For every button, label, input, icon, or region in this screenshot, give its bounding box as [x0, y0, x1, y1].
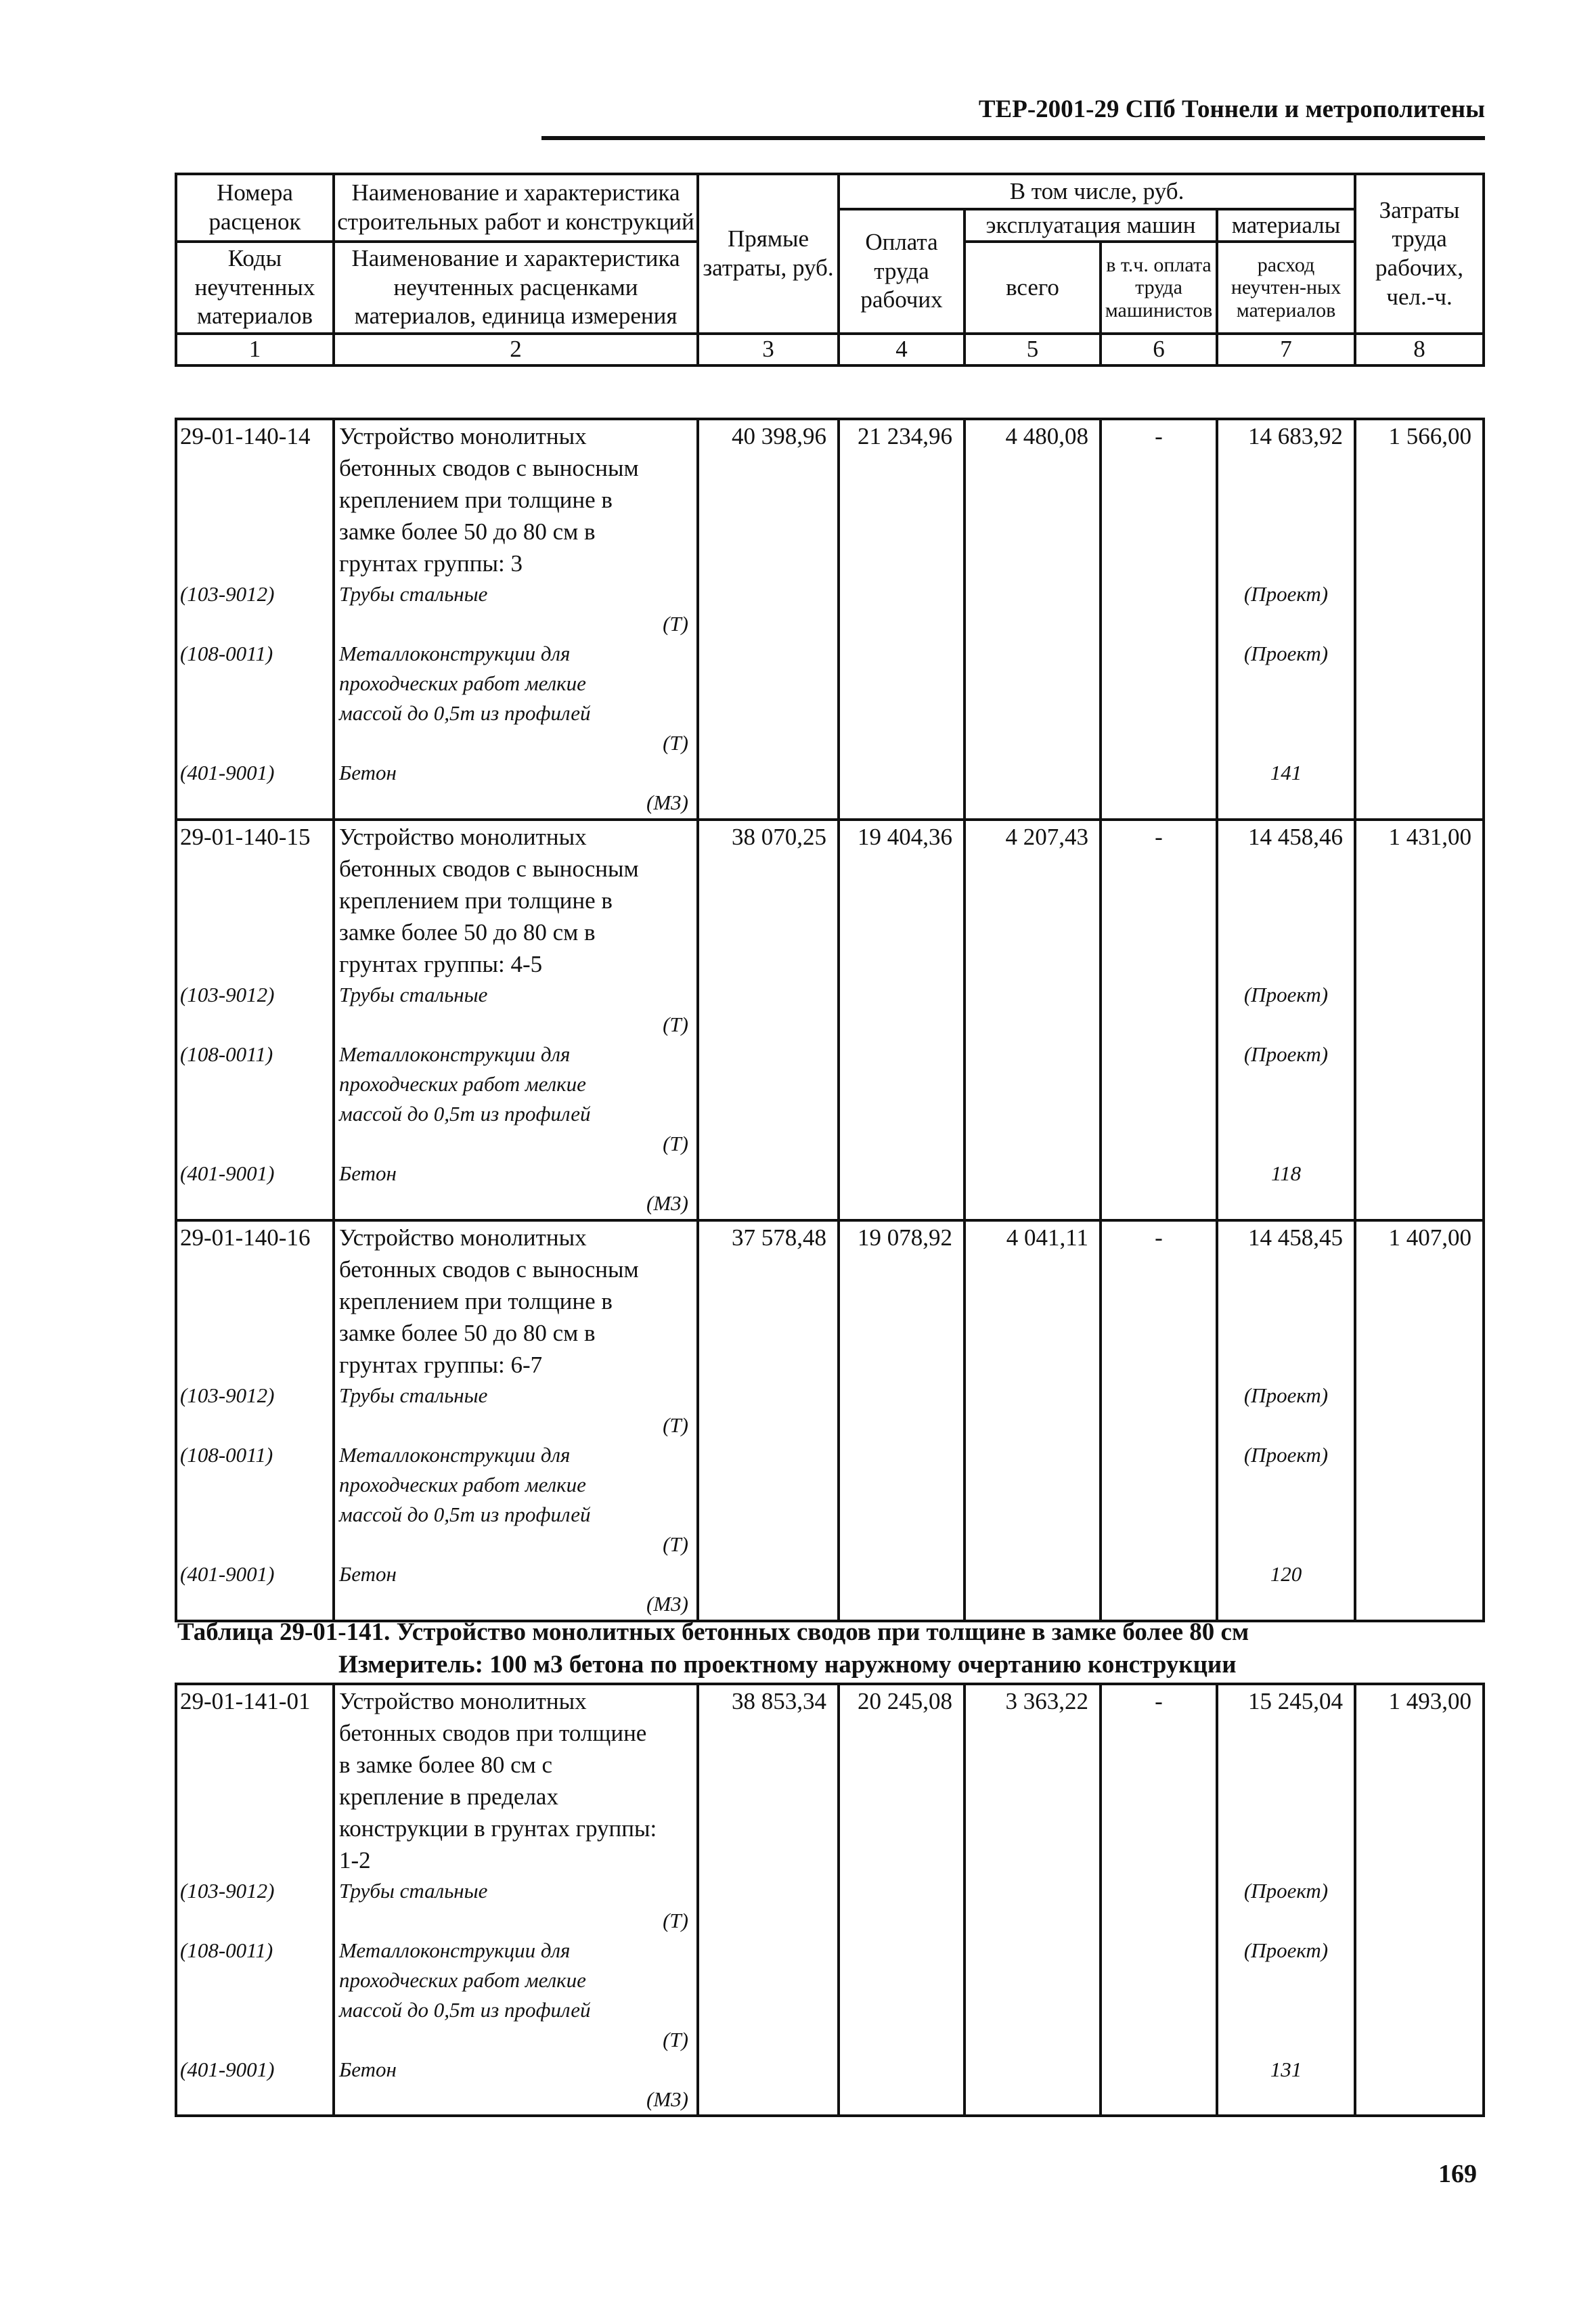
table-row: [176, 1684, 1484, 2116]
col-number: 3: [698, 334, 839, 365]
labor-pay: 19 078,92: [839, 1220, 965, 1621]
machines-total: 4 480,08: [965, 419, 1101, 820]
machinists-pay: -: [1101, 419, 1217, 820]
machines-total: 4 041,11: [965, 1220, 1101, 1621]
table-row: [176, 419, 1484, 820]
machinists-pay: -: [1101, 1684, 1217, 2116]
materials-cell: 14 458,45 (Проект) (Проект) 120: [1217, 1220, 1355, 1621]
machines-total: 4 207,43: [965, 820, 1101, 1220]
codes-cell: 29-01-140-16 (103-9012) (108-0011) (401-9001): [176, 1220, 334, 1621]
col-including: В том числе, руб.: [839, 174, 1355, 209]
direct-cost: 38 853,34: [698, 1684, 839, 2116]
direct-cost: 38 070,25: [698, 820, 839, 1220]
names-cell: Устройство монолитных бетонных сводов при толщине в замке более 80 см с крепление в пределах конструкции в грунтах группы: 1-2 Трубы стальные (Т) Металлоконструкции для проходческих работ мелкие массой до 0,5т из профилей (Т) Бетон (М3): [334, 1684, 698, 2116]
names-cell: Устройство монолитных бетонных сводов с выносным креплением при толщине в замке более 50 до 80 см в грунтах группы: 4-5 Трубы стальные (Т) Металлоконструкции для проходческих работ мелкие массой до 0,5т из профилей (Т) Бетон (М3): [334, 820, 698, 1220]
table-caption: Таблица 29-01-141. Устройство монолитных бетонных сводов при толщине в замке более 80 см: [177, 1618, 1249, 1646]
codes-cell: 29-01-141-01 (103-9012) (108-0011) (401-9001): [176, 1684, 334, 2116]
labor-hours: 1 431,00: [1355, 820, 1484, 1220]
col-machines: эксплуатация машин: [965, 209, 1217, 242]
codes-cell: 29-01-140-15 (103-9012) (108-0011) (401-9001): [176, 820, 334, 1220]
materials-cell: 15 245,04 (Проект) (Проект) 131: [1217, 1684, 1355, 2116]
names-cell: Устройство монолитных бетонных сводов с выносным креплением при толщине в замке более 50 до 80 см в грунтах группы: 3 Трубы стальные (Т) Металлоконструкции для проходческих работ мелкие массой до 0,5т из профилей (Т) Бетон (М3): [334, 419, 698, 820]
rate-code: 29-01-140-16: [180, 1224, 311, 1251]
rate-code: 29-01-140-14: [180, 423, 311, 449]
rates-table-141: [175, 1683, 1485, 2117]
table-row: [176, 820, 1484, 1220]
machines-total: 3 363,22: [965, 1684, 1101, 2116]
direct-cost: 37 578,48: [698, 1220, 839, 1621]
col-number: 1: [176, 334, 334, 365]
direct-cost: 40 398,96: [698, 419, 839, 820]
col-codes-top: Номера расценок: [176, 174, 334, 242]
machinists-pay: -: [1101, 1220, 1217, 1621]
col-materials: материалы: [1217, 209, 1355, 242]
names-cell: Устройство монолитных бетонных сводов с выносным креплением при толщине в замке более 50 до 80 см в грунтах группы: 6-7 Трубы стальные (Т) Металлоконструкции для проходческих работ мелкие массой до 0,5т из профилей (Т) Бетон (М3): [334, 1220, 698, 1621]
col-labor-pay: Оплата труда рабочих: [839, 209, 965, 334]
col-codes-bottom: Коды неучтенных материалов: [176, 242, 334, 334]
col-name-bottom: Наименование и характеристика неучтенных расценками материалов, единица измерения: [334, 242, 698, 334]
labor-hours: 1 407,00: [1355, 1220, 1484, 1621]
col-machinists-pay: в т.ч. оплата труда машинистов: [1101, 242, 1217, 334]
labor-pay: 20 245,08: [839, 1684, 965, 2116]
col-number: 4: [839, 334, 965, 365]
header-title: ТЕР-2001-29 СПб Тоннели и метрополитены: [978, 95, 1485, 123]
rate-code: 29-01-140-15: [180, 824, 311, 850]
page-number: 169: [1438, 2160, 1477, 2188]
codes-cell: 29-01-140-14 (103-9012) (108-0011) (401-9001): [176, 419, 334, 820]
labor-pay: 21 234,96: [839, 419, 965, 820]
column-header-table: [175, 173, 1485, 367]
machinists-pay: -: [1101, 820, 1217, 1220]
rates-table-140: [175, 418, 1485, 1622]
meter-caption: Измеритель: 100 м3 бетона по проектному наружному очертанию конструкции: [338, 1651, 1237, 1679]
col-number: 5: [965, 334, 1101, 365]
col-number: 8: [1355, 334, 1484, 365]
labor-pay: 19 404,36: [839, 820, 965, 1220]
col-materials-unaccounted: расход неучтен-ных материалов: [1217, 242, 1355, 334]
col-direct-costs: Прямые затраты, руб.: [698, 174, 839, 334]
labor-hours: 1 566,00: [1355, 419, 1484, 820]
col-number: 2: [334, 334, 698, 365]
document-header: [541, 95, 1485, 140]
col-number: 7: [1217, 334, 1355, 365]
labor-hours: 1 493,00: [1355, 1684, 1484, 2116]
materials-cell: 14 458,46 (Проект) (Проект) 118: [1217, 820, 1355, 1220]
col-name-top: Наименование и характеристика строительных работ и конструкций: [334, 174, 698, 242]
col-labor-hours: Затраты труда рабочих, чел.-ч.: [1355, 174, 1484, 334]
table-row: [176, 1220, 1484, 1621]
rate-code: 29-01-141-01: [180, 1688, 311, 1714]
col-machines-total: всего: [965, 242, 1101, 334]
col-number: 6: [1101, 334, 1217, 365]
materials-cell: 14 683,92 (Проект) (Проект) 141: [1217, 419, 1355, 820]
